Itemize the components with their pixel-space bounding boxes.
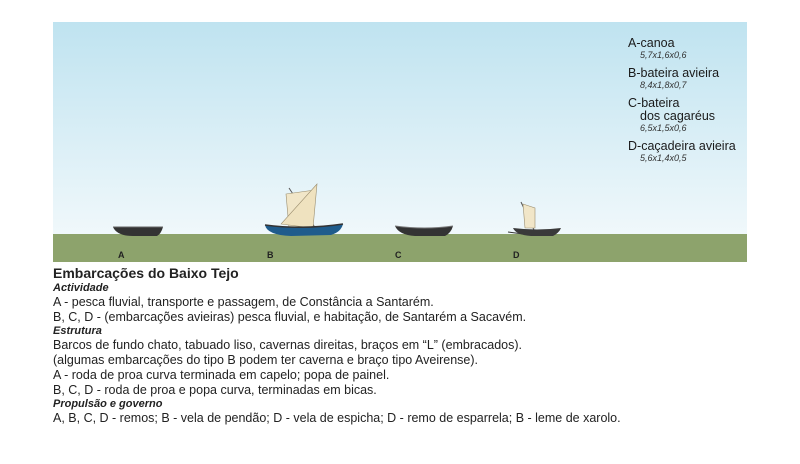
legend-entry-a: A-canoa 5,7x1,6x0,6 bbox=[628, 37, 748, 60]
text-line: B, C, D - (embarcações avieiras) pesca fluvial, e habitação, de Santarém a Sacavém. bbox=[53, 310, 527, 324]
boat-label-d: D bbox=[513, 250, 520, 260]
text-line: A, B, C, D - remos; B - vela de pendão; D - vela de espicha; D - remo de esparrela; B - leme de xarolo. bbox=[53, 411, 621, 425]
page-title: Embarcações do Baixo Tejo bbox=[53, 265, 239, 281]
text-line: A - roda de proa curva terminada em capelo; popa de painel. bbox=[53, 368, 390, 382]
legend-name-line2: dos cagaréus bbox=[640, 109, 716, 123]
text-line: B, C, D - roda de proa e popa curva, terminadas em bicas. bbox=[53, 383, 377, 397]
section-heading-estrutura: Estrutura bbox=[53, 325, 102, 337]
boat-label-c: C bbox=[395, 250, 402, 260]
legend-name: bateira avieira bbox=[640, 66, 720, 80]
text-line: Barcos de fundo chato, tabuado liso, cavernas direitas, braços em “L” (embracados). bbox=[53, 338, 522, 352]
description bbox=[53, 265, 753, 426]
sail-d bbox=[523, 204, 535, 228]
legend-dims: 5,6x1,4x0,5 bbox=[640, 153, 687, 163]
legend-letter: A bbox=[628, 36, 637, 50]
text-line: (algumas embarcações do tipo B podem ter caverna e braço tipo Aveirense). bbox=[53, 353, 478, 367]
boat-label-b: B bbox=[267, 250, 274, 260]
legend-dims: 8,4x1,8x0,7 bbox=[640, 80, 687, 90]
legend-name: caçadeira avieira bbox=[641, 139, 736, 153]
legend-name: canoa bbox=[640, 36, 675, 50]
section-heading-propulsao: Propulsão e governo bbox=[53, 398, 163, 410]
legend-name: bateira bbox=[641, 96, 680, 110]
legend-letter: C bbox=[628, 96, 638, 110]
section-heading-actividade: Actividade bbox=[53, 282, 109, 294]
legend-entry-b: B-bateira avieira 8,4x1,8x0,7 bbox=[628, 67, 748, 90]
legend-entry-d: D-caçadeira avieira 5,6x1,4x0,5 bbox=[628, 140, 748, 163]
boat-label-a: A bbox=[118, 250, 125, 260]
legend-letter: B bbox=[628, 66, 637, 80]
legend bbox=[628, 37, 748, 170]
text-line: A - pesca fluvial, transporte e passagem, de Constância a Santarém. bbox=[53, 295, 434, 309]
legend-dims: 5,7x1,6x0,6 bbox=[640, 50, 687, 60]
legend-entry-c: C-bateira dos cagaréus 6,5x1,5x0,6 bbox=[628, 97, 748, 133]
legend-dims: 6,5x1,5x0,6 bbox=[640, 123, 687, 133]
legend-letter: D bbox=[628, 139, 638, 153]
